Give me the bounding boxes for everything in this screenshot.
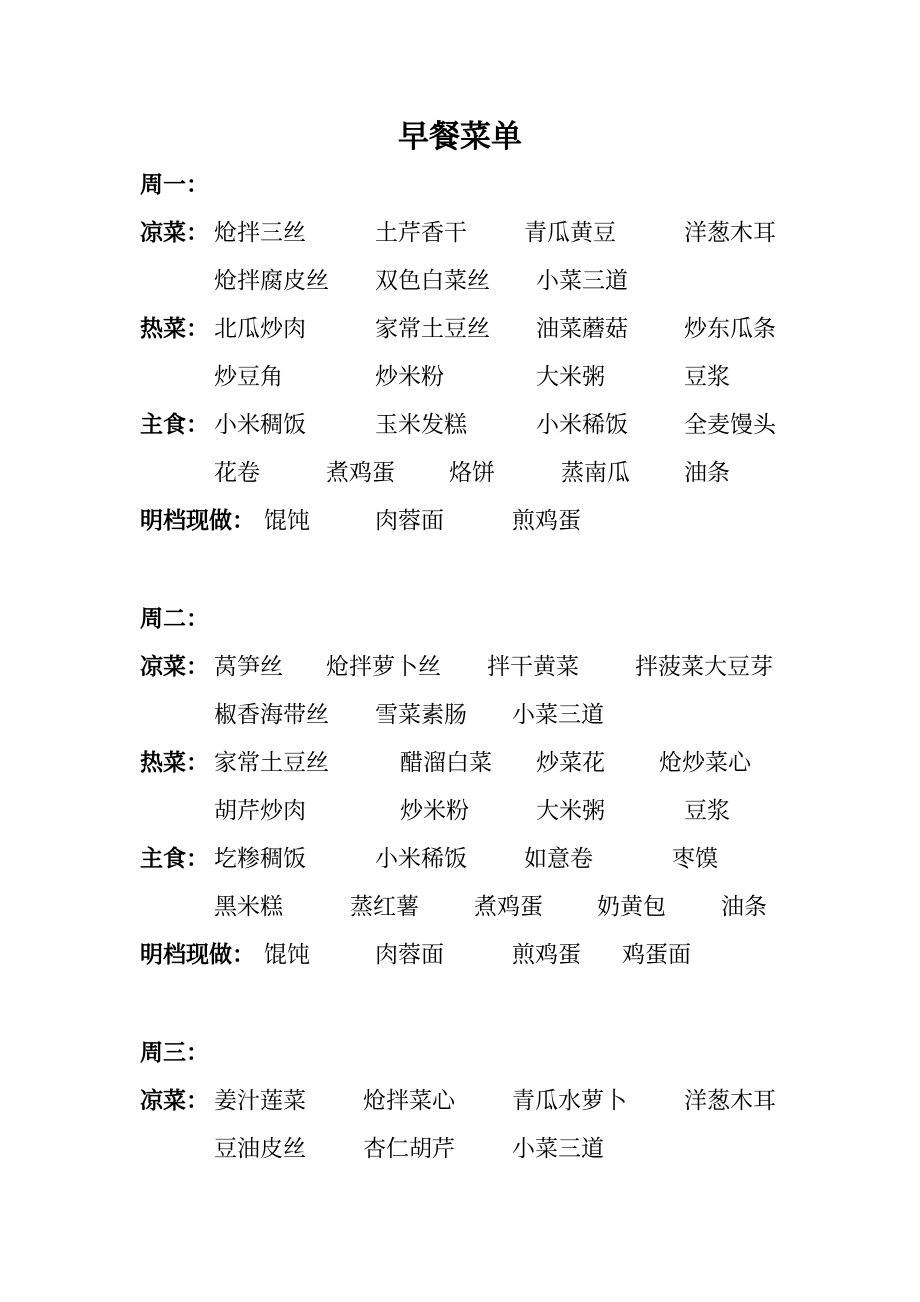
- menu-item: 洋葱木耳: [684, 220, 776, 246]
- menu-item: 馄饨: [264, 942, 310, 968]
- menu-item: 小米稀饭: [536, 412, 628, 438]
- menu-item: 炒豆角: [214, 364, 283, 390]
- menu-item: 北瓜炒肉: [214, 316, 306, 342]
- menu-item: 醋溜白菜: [400, 750, 492, 776]
- menu-item: 炝拌腐皮丝: [214, 268, 329, 294]
- menu-item: 炒东瓜条: [684, 316, 776, 342]
- menu-item: 炒米粉: [400, 798, 469, 824]
- menu-item: 青瓜水萝卜: [512, 1088, 627, 1114]
- menu-item: 鸡蛋面: [622, 942, 691, 968]
- menu-item: 雪菜素肠: [375, 702, 467, 728]
- menu-item: 小菜三道: [536, 268, 628, 294]
- menu-item: 小米稠饭: [214, 412, 306, 438]
- menu-item: 炝拌菜心: [363, 1088, 455, 1114]
- menu-item: 大米粥: [536, 798, 605, 824]
- menu-item: 炒菜花: [536, 750, 605, 776]
- menu-item: 拌干黄菜: [487, 654, 579, 680]
- menu-item: 枣馍: [672, 846, 718, 872]
- menu-item: 花卷: [214, 460, 260, 486]
- menu-item: 大米粥: [536, 364, 605, 390]
- menu-item: 馄饨: [264, 508, 310, 534]
- page-title: 早餐菜单: [398, 119, 522, 155]
- menu-item: 土芹香干: [375, 220, 467, 246]
- day-heading-wednesday: 周三：: [140, 1040, 209, 1066]
- menu-item: 椒香海带丝: [214, 702, 329, 728]
- menu-item: 炒米粉: [375, 364, 444, 390]
- menu-item: 油菜蘑菇: [536, 316, 628, 342]
- menu-item: 炝拌萝卜丝: [326, 654, 441, 680]
- menu-item: 玉米发糕: [375, 412, 467, 438]
- menu-item: 炝炒菜心: [659, 750, 751, 776]
- menu-item: 家常土豆丝: [375, 316, 490, 342]
- section-label-cold-dishes: 凉菜：: [140, 220, 209, 246]
- menu-item: 煎鸡蛋: [512, 942, 581, 968]
- section-label-cold-dishes: 凉菜：: [140, 654, 209, 680]
- menu-item: 如意卷: [524, 846, 593, 872]
- menu-item: 全麦馒头: [684, 412, 776, 438]
- menu-item: 炝拌三丝: [214, 220, 306, 246]
- menu-item: 姜汁莲菜: [214, 1088, 306, 1114]
- menu-item: 肉蓉面: [375, 508, 444, 534]
- menu-item: 胡芹炒肉: [214, 798, 306, 824]
- menu-item: 小菜三道: [512, 702, 604, 728]
- menu-item: 青瓜黄豆: [524, 220, 616, 246]
- menu-item: 肉蓉面: [375, 942, 444, 968]
- section-label-staple: 主食：: [140, 846, 209, 872]
- menu-item: 豆浆: [684, 798, 730, 824]
- menu-item: 莴笋丝: [214, 654, 283, 680]
- menu-item: 双色白菜丝: [375, 268, 490, 294]
- menu-item: 煮鸡蛋: [474, 894, 543, 920]
- section-label-hot-dishes: 热菜：: [140, 316, 209, 342]
- menu-item: 杏仁胡芹: [363, 1136, 455, 1162]
- menu-item: 蒸南瓜: [561, 460, 630, 486]
- day-heading-monday: 周一：: [140, 172, 209, 198]
- menu-item: 油条: [721, 894, 767, 920]
- menu-item: 小菜三道: [512, 1136, 604, 1162]
- menu-item: 奶黄包: [597, 894, 666, 920]
- section-label-staple: 主食：: [140, 412, 209, 438]
- menu-item: 豆浆: [684, 364, 730, 390]
- section-label-cold-dishes: 凉菜：: [140, 1088, 209, 1114]
- menu-item: 煎鸡蛋: [512, 508, 581, 534]
- section-label-live-station: 明档现做：: [140, 508, 255, 534]
- menu-item: 煮鸡蛋: [326, 460, 395, 486]
- menu-item: 洋葱木耳: [684, 1088, 776, 1114]
- menu-item: 黑米糕: [214, 894, 283, 920]
- menu-item: 家常土豆丝: [214, 750, 329, 776]
- menu-item: 油条: [684, 460, 730, 486]
- section-label-live-station: 明档现做：: [140, 942, 255, 968]
- menu-item: 蒸红薯: [350, 894, 419, 920]
- day-heading-tuesday: 周二：: [140, 606, 209, 632]
- menu-item: 小米稀饭: [375, 846, 467, 872]
- menu-item: 圪糁稠饭: [214, 846, 306, 872]
- menu-item: 拌菠菜大豆芽: [635, 654, 773, 680]
- menu-item: 豆油皮丝: [214, 1136, 306, 1162]
- menu-item: 烙饼: [449, 460, 495, 486]
- section-label-hot-dishes: 热菜：: [140, 750, 209, 776]
